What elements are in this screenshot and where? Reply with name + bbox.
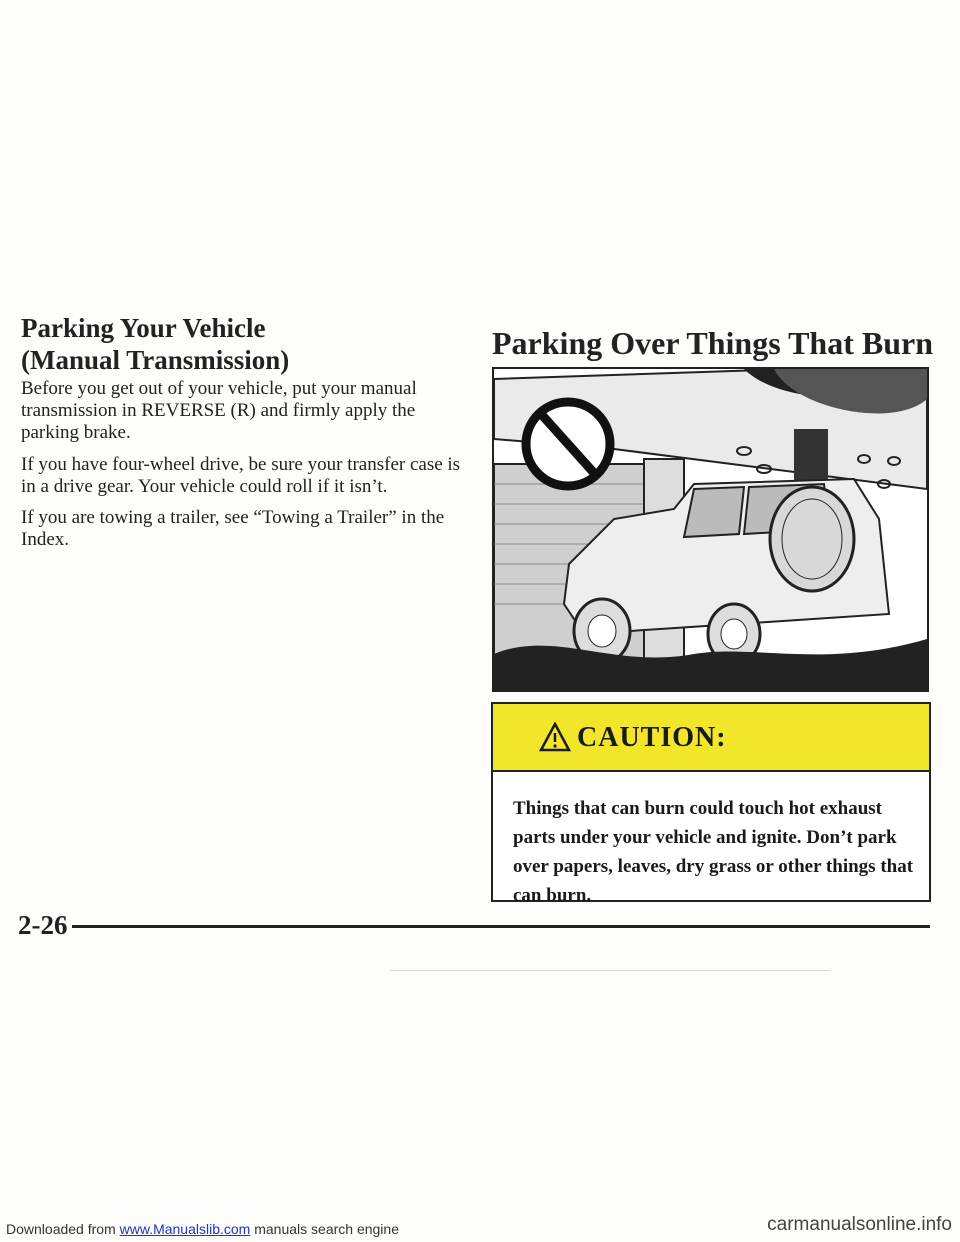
scan-artifact-line [390,970,830,971]
section-heading-parking-over-things: Parking Over Things That Burn [492,325,934,361]
caution-box [491,702,931,906]
heading-line-1: Parking Your Vehicle [21,313,266,343]
paragraph-reverse: Before you get out of your vehicle, put your manual transmission in REVERSE (R) and firmly apply the parking brake. [21,378,417,443]
warning-triangle-icon [539,722,571,752]
watermark-text: carmanualsonline.info [767,1214,952,1235]
footer-prefix: Downloaded from [6,1221,120,1237]
heading-line-2: (Manual Transmission) [21,345,290,375]
caution-label: CAUTION: [577,722,727,753]
paragraph-four-wheel-drive: If you have four-wheel drive, be sure your transfer case is in a drive gear. Your vehicle could roll if it isn’t. [21,454,461,497]
caution-text: Things that can burn could touch hot exhaust parts under your vehicle and ignite. Don’t park over papers, leaves, dry grass or other things that can burn. [513,798,914,906]
illustration-drawing [494,369,927,690]
page-number: 2-26 [18,910,68,940]
parking-illustration [492,367,929,692]
no-parking-icon [526,402,610,486]
section-heading-parking-manual [21,312,441,376]
download-footer [6,1221,399,1237]
caution-header [493,704,929,772]
footer-suffix: manuals search engine [250,1221,399,1237]
page-rule [72,925,930,928]
manualslib-link[interactable]: www.Manualslib.com [119,1221,251,1237]
paragraph-towing: If you are towing a trailer, see “Towing a Trailer” in the Index. [21,507,445,550]
